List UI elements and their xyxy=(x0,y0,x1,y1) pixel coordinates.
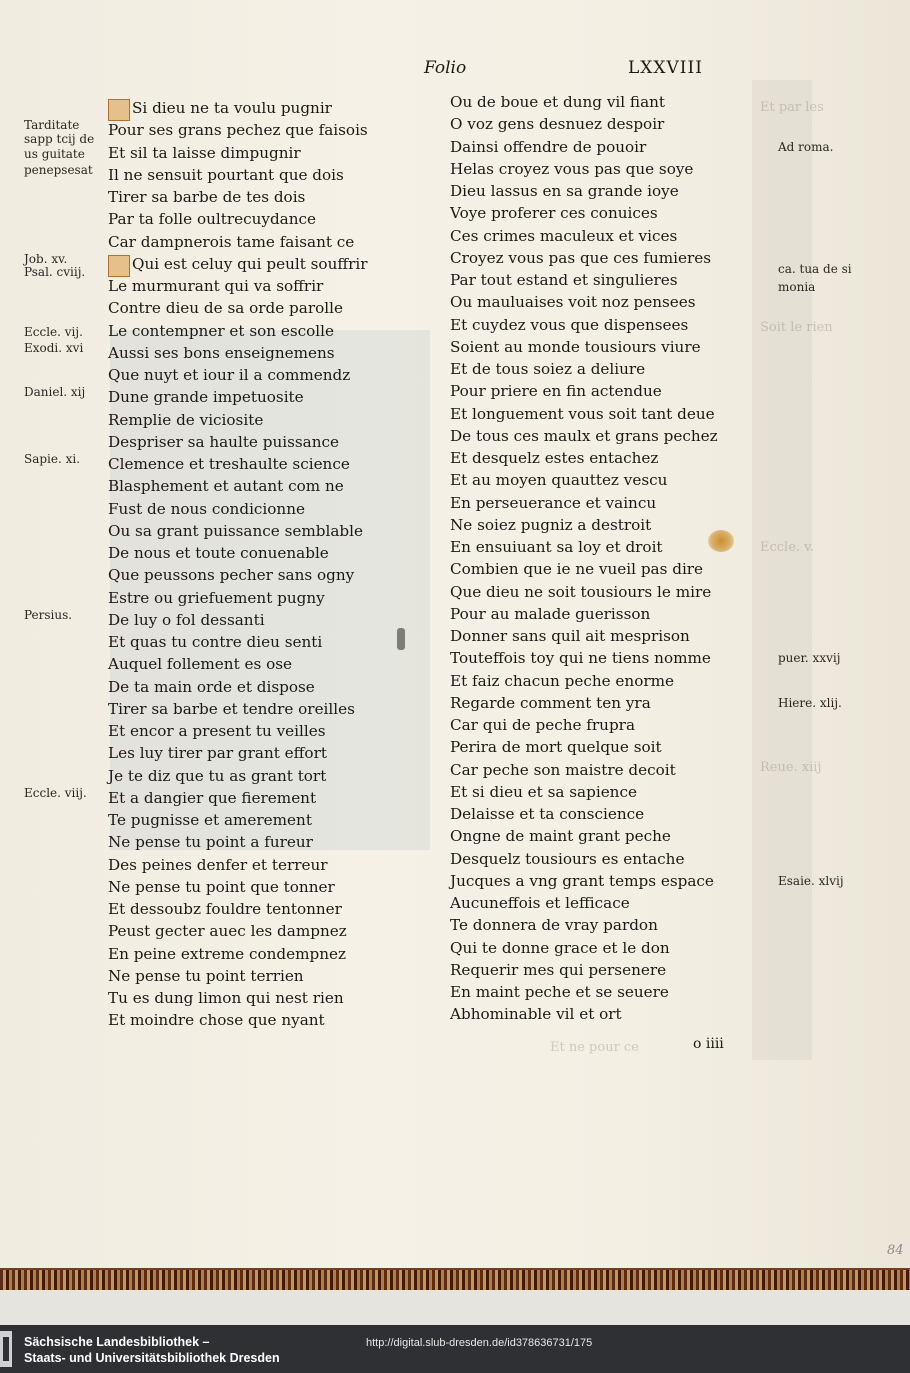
text-line xyxy=(450,225,718,247)
text-line xyxy=(450,603,718,625)
text-line xyxy=(108,787,368,809)
line-text: Et si dieu et sa sapience xyxy=(450,782,637,801)
line-text: Des peines denfer et terreur xyxy=(108,855,328,874)
line-text: Regarde comment ten yra xyxy=(450,693,651,712)
line-text: Car peche son maistre decoit xyxy=(450,760,676,779)
text-line xyxy=(108,564,368,586)
text-line xyxy=(108,520,368,542)
margin-annotation: Sapie. xi. xyxy=(24,452,81,466)
text-line xyxy=(108,364,368,386)
line-text: Que dieu ne soit tousiours le mire xyxy=(450,582,712,601)
line-text: Car dampnerois tame faisant ce xyxy=(108,232,355,251)
margin-annotation: Exodi. xvi xyxy=(24,340,84,355)
text-line xyxy=(108,208,368,230)
text-line xyxy=(450,113,718,135)
text-line xyxy=(108,765,368,787)
line-text: Et dessoubz fouldre tentonner xyxy=(108,900,342,918)
line-text: En peine extreme condempnez xyxy=(108,944,347,963)
line-text: Ou de boue et dung vil fiant xyxy=(450,93,666,111)
margin-annotation: puer. xxvij xyxy=(778,651,841,666)
text-line xyxy=(108,809,368,831)
line-text: Touteffois toy qui ne tiens nomme xyxy=(450,649,711,668)
decorative-border xyxy=(0,1268,910,1290)
show-through-text: Reue. xiij xyxy=(760,760,822,775)
line-text: O voz gens desnuez despoir xyxy=(450,115,665,134)
text-line xyxy=(450,937,718,959)
text-line xyxy=(450,136,718,158)
line-text: Aussi ses bons enseignemens xyxy=(108,343,335,362)
line-text: Ou sa grant puissance semblable xyxy=(108,521,363,540)
text-line xyxy=(108,453,368,475)
line-text: De luy o fol dessanti xyxy=(108,610,265,629)
text-line xyxy=(108,475,368,497)
line-text: Et faiz chacun peche enorme xyxy=(450,671,674,690)
text-line xyxy=(108,97,368,119)
line-text: Dune grande impetuosite xyxy=(108,388,304,407)
margin-annotation: sapp tcij de xyxy=(24,131,95,146)
folio-number: LXXVIII xyxy=(628,58,703,78)
text-line xyxy=(108,342,368,364)
slub-logo-icon xyxy=(0,1331,14,1367)
text-line xyxy=(450,581,718,603)
line-text: Fust de nous condicionne xyxy=(108,499,305,518)
text-line xyxy=(450,425,718,447)
line-text: Pour au malade guerisson xyxy=(450,604,651,623)
line-text: Contre dieu de sa orde parolle xyxy=(108,299,343,318)
line-text: Ne pense tu point a fureur xyxy=(108,833,313,852)
line-text: Estre ou griefuement pugny xyxy=(108,588,325,607)
text-line xyxy=(108,542,368,564)
margin-annotation: Psal. cviij. xyxy=(24,265,86,280)
text-line xyxy=(108,720,368,742)
line-text: De nous et toute conuenable xyxy=(108,544,329,562)
line-text: Dainsi offendre de pouoir xyxy=(450,137,647,156)
line-text: Et sil ta laisse dimpugnir xyxy=(108,143,301,162)
text-line xyxy=(108,386,368,408)
line-text: Qui est celuy qui peult souffrir xyxy=(132,254,368,273)
margin-annotation: Job. xv. xyxy=(24,251,68,266)
text-line xyxy=(450,447,718,469)
text-line xyxy=(450,291,718,313)
line-text: Soient au monde tousiours viure xyxy=(450,337,701,356)
line-text: Que peussons pecher sans ogny xyxy=(108,566,355,585)
text-line xyxy=(108,431,368,453)
text-line xyxy=(108,831,368,853)
line-text: En perseuerance et vaincu xyxy=(450,493,657,512)
running-head-folio: Folio xyxy=(424,58,467,78)
text-line xyxy=(108,631,368,653)
text-line xyxy=(450,492,718,514)
line-text: Donner sans quil ait mesprison xyxy=(450,627,690,645)
text-line xyxy=(450,625,718,647)
text-line xyxy=(108,186,368,208)
line-text: Jucques a vng grant temps espace xyxy=(450,871,714,890)
pencil-folio-note: 84 xyxy=(887,1243,904,1258)
text-line xyxy=(108,609,368,631)
line-text: Remplie de viciosite xyxy=(108,410,264,429)
text-line xyxy=(108,965,368,987)
line-text: Despriser sa haulte puissance xyxy=(108,432,340,451)
text-line xyxy=(450,158,718,180)
line-text: Requerir mes qui persenere xyxy=(450,960,667,979)
line-text: Qui te donne grace et le don xyxy=(450,938,670,957)
text-line xyxy=(450,247,718,269)
line-text: Abhominable vil et ort xyxy=(450,1005,622,1024)
margin-annotation: us guitate xyxy=(24,147,85,162)
text-line xyxy=(450,781,718,803)
text-line xyxy=(108,320,368,342)
text-line xyxy=(450,269,718,291)
line-text: Auquel follement es ose xyxy=(108,655,293,674)
text-line xyxy=(450,202,718,224)
margin-annotation: ca. tua de si xyxy=(778,261,852,276)
text-line xyxy=(108,653,368,675)
margin-annotation: Tarditate xyxy=(24,118,80,133)
line-text: Ne soiez pugniz a destroit xyxy=(450,515,652,534)
text-line xyxy=(108,987,368,1009)
text-line xyxy=(108,119,368,141)
text-line xyxy=(108,698,368,720)
line-text: Helas croyez vous pas que soye xyxy=(450,159,694,178)
text-line xyxy=(450,180,718,202)
text-line xyxy=(108,164,368,186)
margin-annotation: Eccle. viij. xyxy=(24,785,87,800)
line-text: Pour ses grans pechez que faisois xyxy=(108,121,368,140)
line-text: Perira de mort quelque soit xyxy=(450,738,662,757)
text-line xyxy=(450,336,718,358)
line-text: Clemence et treshaulte science xyxy=(108,455,350,473)
text-line xyxy=(450,848,718,870)
line-text: Ne pense tu point que tonner xyxy=(108,877,335,896)
line-text: De ta main orde et dispose xyxy=(108,677,315,696)
line-text: Les luy tirer par grant effort xyxy=(108,744,327,763)
line-text: Et encor a present tu veilles xyxy=(108,722,326,740)
text-line xyxy=(450,981,718,1003)
source-url[interactable]: http://digital.slub-dresden.de/id378636731/175 xyxy=(366,1337,593,1349)
margin-annotation: monia xyxy=(778,279,816,294)
text-line xyxy=(450,714,718,736)
margin-annotation: Persius. xyxy=(24,607,73,622)
line-text: Le murmurant qui va soffrir xyxy=(108,277,324,295)
line-text: En maint peche et se seuere xyxy=(450,983,669,1001)
margin-annotation: Daniel. xij xyxy=(24,385,86,400)
line-text: Tu es dung limon qui nest rien xyxy=(108,989,344,1007)
text-line xyxy=(108,253,368,275)
text-line xyxy=(108,742,368,764)
line-text: Desquelz tousiours es entache xyxy=(450,849,685,868)
line-text: Je te diz que tu as grant tort xyxy=(108,766,327,785)
paper-stain xyxy=(708,530,734,552)
text-line xyxy=(108,297,368,319)
line-text: Par ta folle oultrecuydance xyxy=(108,210,317,229)
text-line xyxy=(450,380,718,402)
rubricated-initial-icon xyxy=(108,255,130,277)
text-line xyxy=(450,403,718,425)
margin-annotation: Eccle. vij. xyxy=(24,325,83,340)
text-line xyxy=(450,914,718,936)
line-text: Blasphement et autant com ne xyxy=(108,477,344,496)
text-line xyxy=(450,892,718,914)
signature-mark: o iiii xyxy=(693,1036,724,1052)
line-text: Et a dangier que fierement xyxy=(108,788,317,807)
line-text: Croyez vous pas que ces fumieres xyxy=(450,248,712,267)
text-line xyxy=(108,854,368,876)
text-line xyxy=(450,514,718,536)
margin-annotation: Hiere. xlij. xyxy=(778,695,842,710)
text-line xyxy=(108,676,368,698)
ink-smudge xyxy=(397,628,405,650)
show-through-text: Et ne pour ce xyxy=(550,1040,639,1055)
text-line xyxy=(108,275,368,297)
text-line xyxy=(450,870,718,892)
text-line xyxy=(450,314,718,336)
text-line xyxy=(450,558,718,580)
line-text: Car qui de peche frupra xyxy=(450,716,636,734)
text-line xyxy=(450,736,718,758)
line-text: Et cuydez vous que dispensees xyxy=(450,315,689,334)
line-text: Tirer sa barbe et tendre oreilles xyxy=(108,699,355,718)
text-line xyxy=(108,409,368,431)
left-text-column xyxy=(108,97,368,1032)
text-line xyxy=(450,692,718,714)
text-line xyxy=(108,587,368,609)
line-text: Ongne de maint grant peche xyxy=(450,827,671,846)
text-line xyxy=(450,803,718,825)
line-text: En ensuiuant sa loy et droit xyxy=(450,538,663,556)
text-line xyxy=(450,647,718,669)
text-line xyxy=(450,358,718,380)
rubricated-initial-icon xyxy=(108,99,130,121)
line-text: Et moindre chose que nyant xyxy=(108,1011,325,1030)
line-text: Peust gecter auec les dampnez xyxy=(108,922,347,941)
text-line xyxy=(108,898,368,920)
text-line xyxy=(450,1003,718,1025)
show-through-text: Soit le rien xyxy=(760,320,833,335)
institution-name-line2: Staats- und Universitätsbibliothek Dresden xyxy=(24,1351,280,1365)
line-text: Il ne sensuit pourtant que dois xyxy=(108,165,344,184)
line-text: Que nuyt et iour il a commendz xyxy=(108,366,351,384)
show-through-text: Eccle. v. xyxy=(760,540,815,555)
line-text: De tous ces maulx et grans pechez xyxy=(450,426,718,445)
line-text: Par tout estand et singulieres xyxy=(450,271,678,289)
line-text: Ces crimes maculeux et vices xyxy=(450,226,678,245)
line-text: Voye proferer ces conuices xyxy=(450,204,658,223)
line-text: Te pugnisse et amerement xyxy=(108,811,312,829)
text-line xyxy=(108,876,368,898)
show-through-text: Et par les xyxy=(760,100,824,115)
line-text: Ne pense tu point terrien xyxy=(108,966,304,985)
line-text: Et au moyen quauttez vescu xyxy=(450,471,668,490)
line-text: Ou mauluaises voit noz pensees xyxy=(450,293,696,312)
text-line xyxy=(108,1009,368,1031)
line-text: Combien que ie ne vueil pas dire xyxy=(450,560,704,579)
text-line xyxy=(450,959,718,981)
text-line xyxy=(108,920,368,942)
text-line xyxy=(108,943,368,965)
text-line xyxy=(450,469,718,491)
margin-annotation: penepsesat xyxy=(24,162,93,177)
margin-annotation: Ad roma. xyxy=(778,139,834,154)
line-text: Et quas tu contre dieu senti xyxy=(108,633,323,651)
line-text: Et de tous soiez a deliure xyxy=(450,360,646,378)
line-text: Te donnera de vray pardon xyxy=(450,916,658,935)
line-text: Tirer sa barbe de tes dois xyxy=(108,188,306,206)
line-text: Pour priere en fin actendue xyxy=(450,382,662,401)
line-text: Et desquelz estes entachez xyxy=(450,449,659,467)
institution-name-line1: Sächsische Landesbibliothek – xyxy=(24,1335,210,1349)
text-line xyxy=(450,91,718,113)
text-line xyxy=(450,759,718,781)
text-line xyxy=(450,825,718,847)
margin-annotation: Esaie. xlvij xyxy=(778,873,844,888)
text-line xyxy=(108,498,368,520)
text-line xyxy=(108,231,368,253)
line-text: Delaisse et ta conscience xyxy=(450,805,645,823)
text-line xyxy=(108,142,368,164)
line-text: Dieu lassus en sa grande ioye xyxy=(450,182,679,200)
text-line xyxy=(450,536,718,558)
right-text-column xyxy=(450,91,718,1026)
line-text: Le contempner et son escolle xyxy=(108,321,335,340)
line-text: Si dieu ne ta voulu pugnir xyxy=(132,99,332,117)
line-text: Et longuement vous soit tant deue xyxy=(450,404,715,423)
line-text: Aucuneffois et lefficace xyxy=(450,894,630,912)
library-footer xyxy=(0,1325,910,1373)
text-line xyxy=(450,670,718,692)
